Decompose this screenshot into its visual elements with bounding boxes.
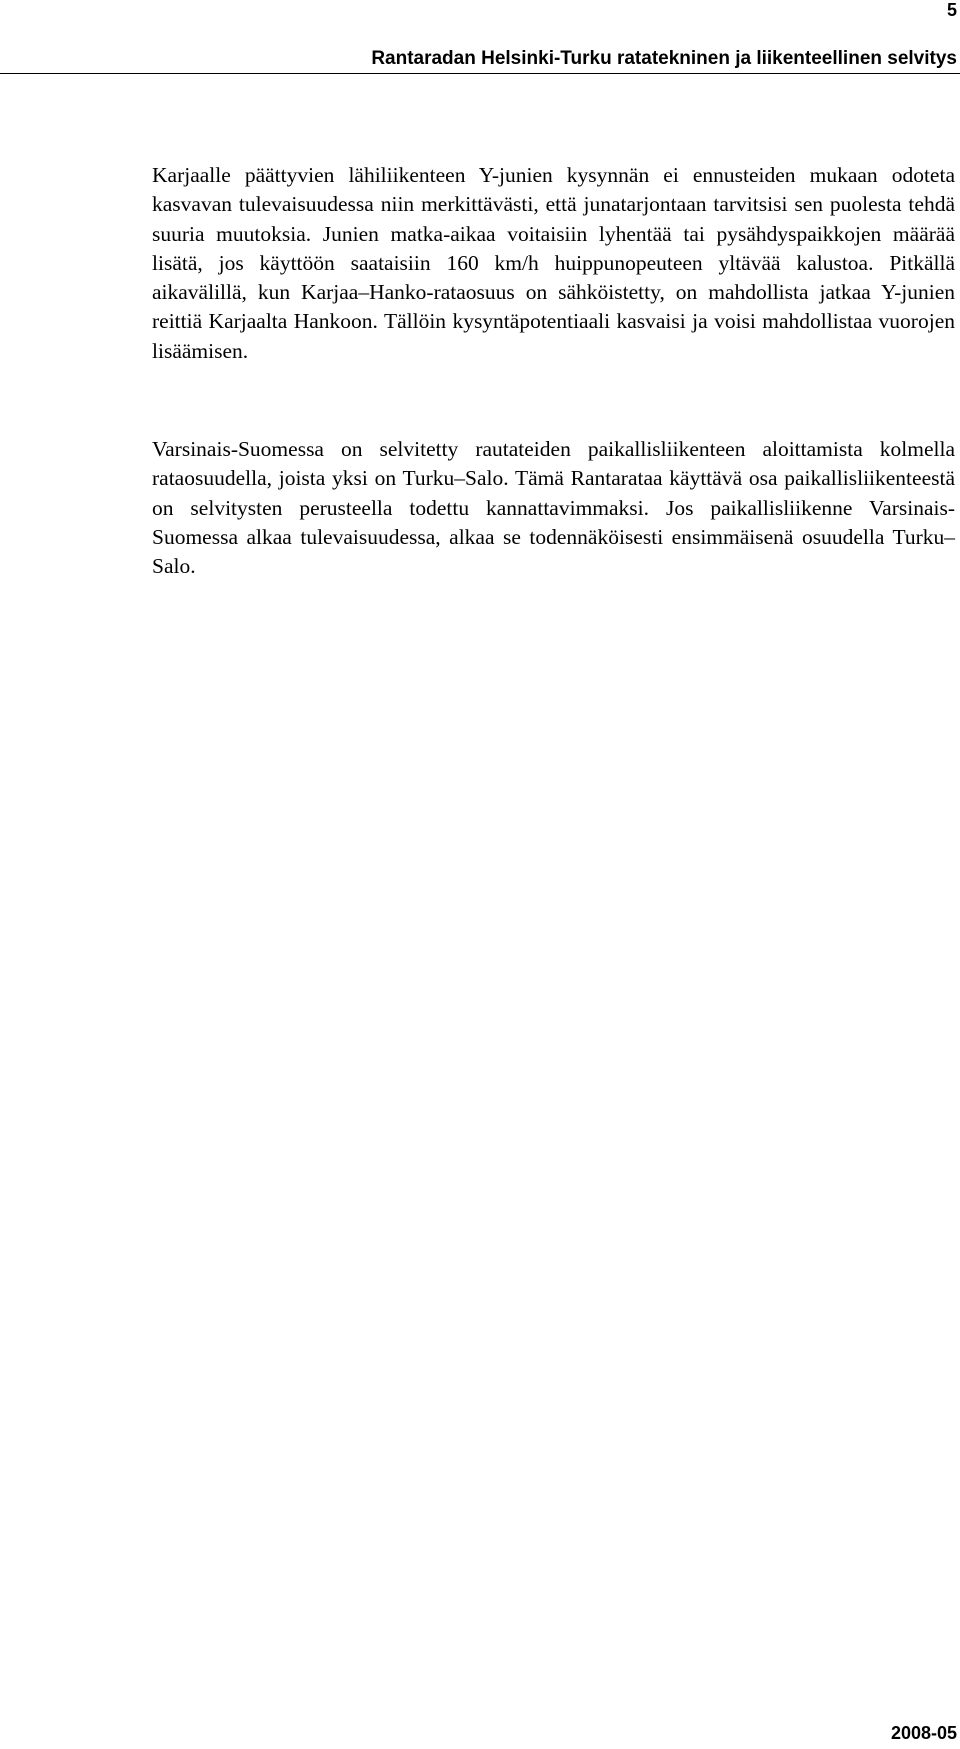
footer-document-code: 2008-05 [890,1723,957,1743]
page-number: 5 [946,0,957,20]
body-paragraph-2: Varsinais-Suomessa on selvitetty rautateiden paikallisliikenteen aloittamista kolmella rataosuudella, joista yksi on Turku–Salo. Tämä Rantarataa käyttävä osa paikallisliikenteestä on selvitysten perusteella todettu kannattavimmaksi. Jos paikallisliikenne Varsinais-Suomessa alkaa tulevaisuudessa, alkaa se todennäköisesti ensimmäisenä osuudella Turku–Salo. [152,437,955,579]
header-divider [0,73,960,74]
body-paragraph-1: Karjaalle päättyvien lähiliikenteen Y-junien kysynnän ei ennusteiden mukaan odoteta kasvavan tulevaisuudessa niin merkittävästi, että junatarjontaan tarvitsisi sen puolesta tehdä suuria muutoksia. Junien matka-aikaa voitaisiin lyhentää tai pysähdyspaikkojen määrää lisätä, jos käyttöön saataisiin 160 km/h huippunopeuteen yltävää kalustoa. Pitkällä aikavälillä, kun Karjaa–Hanko-rataosuus on sähköistetty, on mahdollista jatkaa Y-junien reittiä Karjaalta Hankoon. Tällöin kysyntäpotentiaali kasvaisi ja voisi mahdollistaa vuorojen lisäämisen. [152,163,955,363]
running-header-title: Rantaradan Helsinki-Turku ratatekninen ja liikenteellinen selvitys [371,48,957,69]
